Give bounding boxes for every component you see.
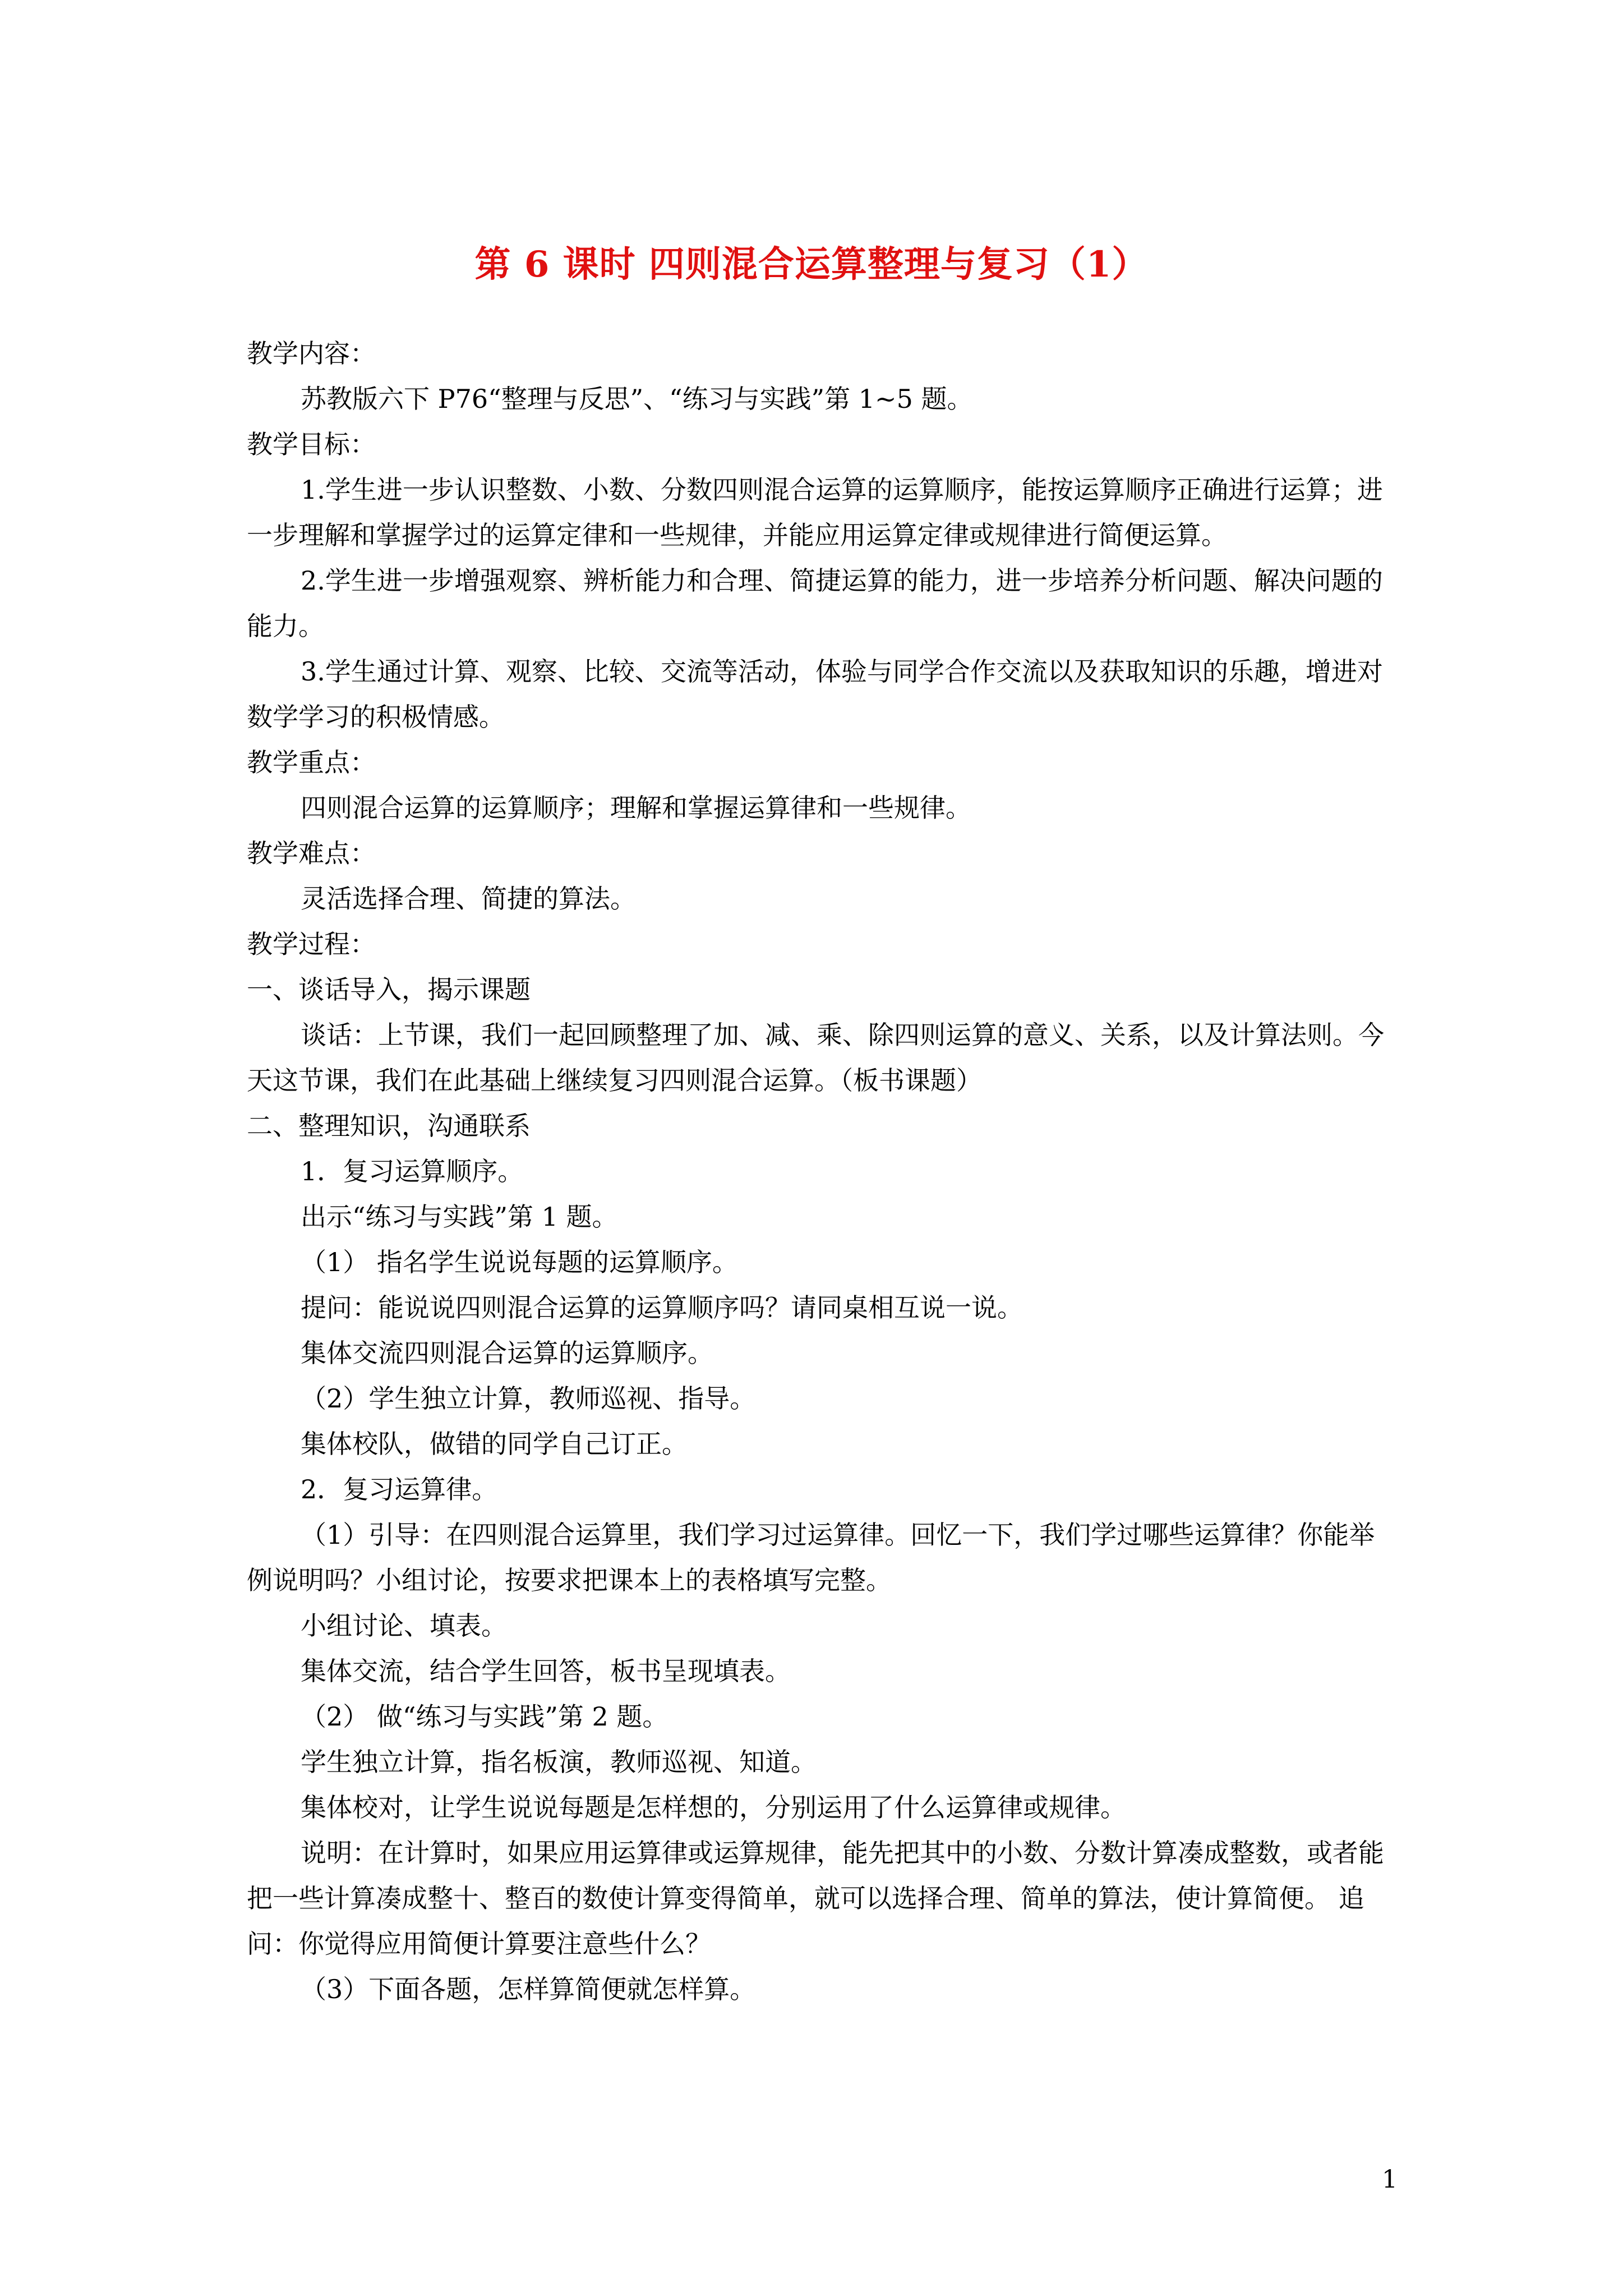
paragraph: 集体校对，让学生说说每题是怎样想的，分别运用了什么运算律或规律。 xyxy=(301,1792,1126,1823)
document-body xyxy=(247,331,1396,2012)
paragraph: 一、谈话导入，揭示课题 xyxy=(247,974,531,1005)
paragraph: 1．复习运算顺序。 xyxy=(301,1156,524,1186)
paragraph: （2） 做“练习与实践”第 2 题。 xyxy=(301,1701,668,1732)
paragraph: 2．复习运算律。 xyxy=(301,1474,498,1504)
paragraph: 二、整理知识，沟通联系 xyxy=(247,1111,531,1141)
paragraph: 3.学生通过计算、观察、比较、交流等活动，体验与同学合作交流以及获取知识的乐趣，增进对数学学习的积极情感。 xyxy=(247,656,1383,732)
paragraph: （1）引导：在四则混合运算里，我们学习过运算律。回忆一下，我们学过哪些运算律？你能举例说明吗？小组讨论，按要求把课本上的表格填写完整。 xyxy=(247,1520,1375,1595)
paragraph: 小组讨论、填表。 xyxy=(301,1611,507,1641)
page-number: 1 xyxy=(1382,2165,1398,2194)
paragraph: （1） 指名学生说说每题的运算顺序。 xyxy=(301,1247,738,1277)
paragraph: 学生独立计算，指名板演，教师巡视、知道。 xyxy=(301,1747,817,1777)
paragraph: 出示“练习与实践”第 1 题。 xyxy=(301,1202,618,1232)
paragraph: 教学重点： xyxy=(247,747,376,777)
paragraph: 1.学生进一步认识整数、小数、分数四则混合运算的运算顺序，能按运算顺序正确进行运算；进一步理解和掌握学过的运算定律和一些规律，并能应用运算定律或规律进行简便运算。 xyxy=(247,475,1383,550)
paragraph: （3）下面各题，怎样算简便就怎样算。 xyxy=(301,1974,756,2004)
paragraph: 提问：能说说四则混合运算的运算顺序吗？请同桌相互说一说。 xyxy=(301,1292,1023,1323)
paragraph: 教学目标： xyxy=(247,429,376,459)
document-title: 第 6 课时 四则混合运算整理与复习（1） xyxy=(474,243,1149,286)
paragraph: 灵活选择合理、简捷的算法。 xyxy=(301,884,636,914)
paragraph: 教学难点： xyxy=(247,838,376,868)
paragraph: 说明：在计算时，如果应用运算律或运算规律，能先把其中的小数、分数计算凑成整数，或者能把一些计算凑成整十、整百的数使计算变得简单，就可以选择合理、简单的算法，使计算简便。 追问：你觉得应用简便计算要注意些什么？ xyxy=(247,1838,1384,1959)
paragraph: （2）学生独立计算，教师巡视、指导。 xyxy=(301,1383,756,1414)
paragraph: 苏教版六下 P76“整理与反思”、“练习与实践”第 1~5 题。 xyxy=(301,384,973,414)
paragraph: 集体交流，结合学生回答，板书呈现填表。 xyxy=(301,1656,791,1686)
paragraph: 四则混合运算的运算顺序；理解和掌握运算律和一些规律。 xyxy=(301,793,971,823)
paragraph: 谈话：上节课，我们一起回顾整理了加、减、乘、除四则运算的意义、关系，以及计算法则。今天这节课，我们在此基础上继续复习四则混合运算。（板书课题） xyxy=(247,1020,1384,1096)
paragraph: 集体交流四则混合运算的运算顺序。 xyxy=(301,1338,713,1368)
paragraph: 集体校队，做错的同学自己订正。 xyxy=(301,1429,688,1459)
paragraph: 2.学生进一步增强观察、辨析能力和合理、简捷运算的能力，进一步培养分析问题、解决问题的能力。 xyxy=(247,565,1383,641)
paragraph: 教学内容： xyxy=(247,338,376,369)
paragraph: 教学过程： xyxy=(247,929,376,959)
